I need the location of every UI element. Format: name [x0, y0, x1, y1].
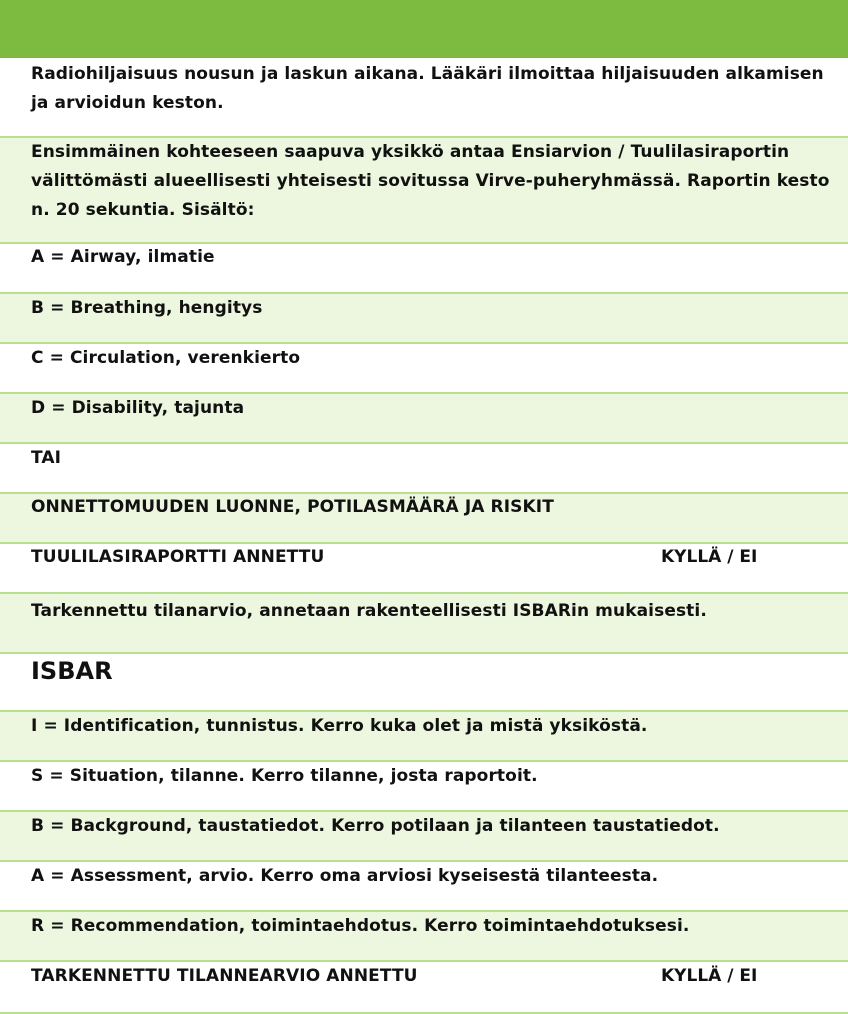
row-text: B = Breathing, hengitys	[31, 298, 263, 318]
row-disability	[0, 394, 848, 444]
row-radio-silence	[0, 58, 848, 138]
row-isbar-identification	[0, 712, 848, 762]
row-isbar-background	[0, 812, 848, 862]
yes-no-answer: KYLLÄ / EI	[661, 966, 758, 986]
row-or	[0, 444, 848, 494]
row-text: TARKENNETTU TILANNEARVIO ANNETTU	[31, 966, 418, 986]
row-text: S = Situation, tilanne. Kerro tilanne, josta raportoit.	[31, 766, 538, 786]
row-text: C = Circulation, verenkierto	[31, 348, 301, 368]
row-accident-nature	[0, 494, 848, 544]
row-text: D = Disability, tajunta	[31, 398, 245, 418]
row-isbar-assessment	[0, 862, 848, 912]
isbar-heading: ISBAR	[31, 657, 113, 685]
row-refined-assessment-given	[0, 962, 848, 1014]
row-text: A = Airway, ilmatie	[31, 247, 215, 267]
row-first-unit-report	[0, 138, 848, 244]
row-text: A = Assessment, arvio. Kerro oma arviosi kyseisestä tilanteesta.	[31, 866, 659, 886]
row-text: Radiohiljaisuus nousun ja laskun aikana. Lääkäri ilmoittaa hiljaisuuden alkamisen ja arvioidun keston.	[31, 64, 824, 113]
row-breathing	[0, 294, 848, 344]
row-text: TAI	[31, 448, 62, 468]
row-text: TUULILASIRAPORTTI ANNETTU	[31, 547, 325, 567]
row-text: ONNETTOMUUDEN LUONNE, POTILASMÄÄRÄ JA RISKIT	[31, 497, 554, 517]
row-text: I = Identification, tunnistus. Kerro kuka olet ja mistä yksiköstä.	[31, 716, 648, 736]
row-isbar-recommendation	[0, 912, 848, 962]
row-windshield-report-given	[0, 544, 848, 594]
row-text: Tarkennettu tilanarvio, annetaan rakenteellisesti ISBARin mukaisesti.	[31, 601, 707, 621]
yes-no-answer: KYLLÄ / EI	[661, 547, 758, 567]
row-text: Ensimmäinen kohteeseen saapuva yksikkö antaa Ensiarvion / Tuulilasiraportin välittömästi alueellisesti yhteisesti sovitussa Virve-puheryhmässä. Raportin kesto n. 20 sekuntia. Sisältö:	[31, 142, 830, 220]
header-bar	[0, 0, 848, 58]
row-isbar-situation	[0, 762, 848, 812]
row-circulation	[0, 344, 848, 394]
isbar-heading-row	[0, 654, 848, 712]
row-text: B = Background, taustatiedot. Kerro potilaan ja tilanteen taustatiedot.	[31, 816, 720, 836]
row-text: R = Recommendation, toimintaehdotus. Kerro toimintaehdotuksesi.	[31, 916, 690, 936]
row-airway	[0, 244, 848, 294]
row-refined-assessment	[0, 594, 848, 654]
